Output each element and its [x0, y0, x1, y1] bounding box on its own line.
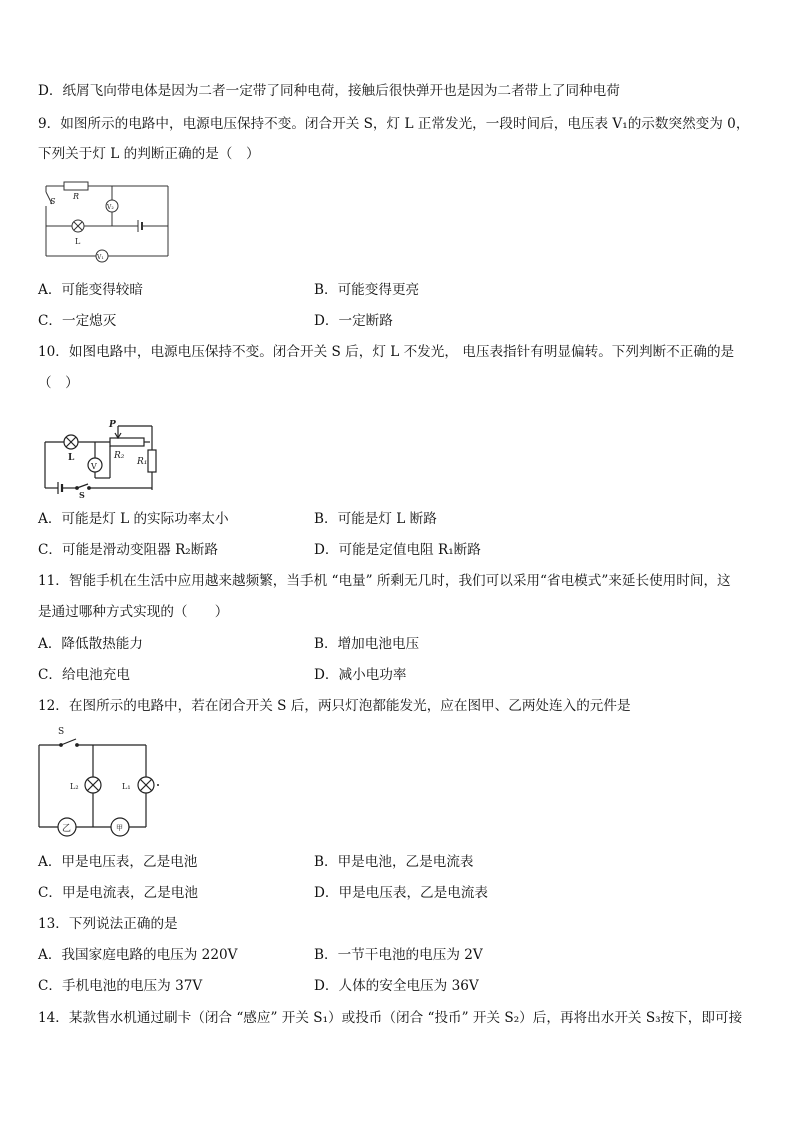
q13-stem: 13．下列说法正确的是 [38, 916, 178, 932]
q10-label-r1: R₁ [137, 457, 148, 467]
q10-label-v: V [91, 462, 97, 471]
q11-stem-line1: 11．智能手机在生活中应用越来越频繁，当手机 “电量” 所剩无几时，我们可以采用“省电模式”来延长使用时间，这 [38, 573, 731, 589]
q11-option-a: A．降低散热能力 [38, 636, 143, 652]
q10-option-a: A．可能是灯 L 的实际功率太小 [38, 511, 229, 527]
q12-option-b: B．甲是电池，乙是电流表 [314, 854, 474, 870]
q13-option-d: D．人体的安全电压为 36V [314, 978, 479, 994]
q9-option-b: B．可能变得更亮 [314, 282, 420, 298]
q11-option-d: D．减小电功率 [314, 667, 407, 683]
q10-option-d: D．可能是定值电阻 R₁断路 [314, 542, 481, 558]
q13-option-b: B．一节干电池的电压为 2V [314, 947, 483, 963]
q9-stem-line2: 下列关于灯 L 的判断正确的是（ ） [38, 146, 260, 162]
q10-label-switch: S [79, 490, 85, 498]
q9-label-switch: S [50, 197, 56, 206]
q10-circuit-diagram [40, 418, 165, 498]
q9-option-c: C．一定熄灭 [38, 313, 117, 329]
q9-label-lamp: L [75, 237, 81, 246]
q12-label-jia: 甲 [116, 824, 123, 832]
q11-option-b: B．增加电池电压 [314, 636, 420, 652]
q10-label-slider: P [109, 420, 116, 430]
q10-rheostat-symbol [110, 438, 144, 446]
q12-label-switch: S [58, 727, 65, 737]
q12-option-a: A．甲是电压表，乙是电池 [38, 854, 198, 870]
q12-label-l2: L₂ [70, 782, 79, 791]
q9-resistor-symbol [64, 182, 88, 190]
q8-option-d: D．纸屑飞向带电体是因为二者一定带了同种电荷，接触后很快弹开也是因为二者带上了同种电荷 [38, 83, 620, 99]
q10-resistor-r1-symbol [148, 450, 156, 472]
q9-label-v1: V₁ [97, 254, 104, 261]
q9-label-v2: V₂ [107, 204, 114, 211]
q10-switch-symbol [77, 484, 88, 488]
q10-option-b: B．可能是灯 L 断路 [314, 511, 437, 527]
q9-stem-line1: 9．如图所示的电路中，电源电压保持不变。闭合开关 S，灯 L 正常发光，一段时间后，电压表 V₁的示数突然变为 0， [38, 116, 750, 132]
q12-circuit-diagram [34, 725, 164, 840]
q11-option-c: C．给电池充电 [38, 667, 130, 683]
q10-label-r2: R₂ [114, 451, 125, 461]
q10-stem-line1: 10．如图电路中，电源电压保持不变。闭合开关 S 后，灯 L 不发光， 电压表指针有明显偏转。下列判断不正确的是 [38, 344, 735, 360]
q10-stem-line2: （ ） [38, 375, 79, 391]
q9-circuit-diagram [40, 176, 175, 268]
q12-label-yi: 乙 [62, 824, 72, 834]
q10-label-lamp: L [68, 453, 75, 463]
q12-label-l1: L₁ [122, 782, 131, 791]
q10-option-c: C．可能是滑动变阻器 R₂断路 [38, 542, 218, 558]
q12-switch-symbol [61, 739, 76, 745]
q9-label-resistor: R [73, 192, 80, 201]
q12-option-d: D．甲是电压表，乙是电流表 [314, 885, 489, 901]
q9-option-d: D．一定断路 [314, 313, 393, 329]
q9-option-a: A．可能变得较暗 [38, 282, 143, 298]
q12-stem: 12．在图所示的电路中，若在闭合开关 S 后，两只灯泡都能发光，应在图甲、乙两处连入的元件是 [38, 698, 631, 714]
q14-stem: 14．某款售水机通过刷卡（闭合 “感应” 开关 S₁）或投币（闭合 “投币” 开关 S₂）后，再将出水开关 S₃按下，即可接 [38, 1010, 743, 1026]
q12-option-c: C．甲是电流表，乙是电池 [38, 885, 198, 901]
q13-option-c: C．手机电池的电压为 37V [38, 978, 203, 994]
q13-option-a: A．我国家庭电路的电压为 220V [38, 947, 238, 963]
q11-stem-line2: 是通过哪种方式实现的（ ） [38, 604, 229, 620]
